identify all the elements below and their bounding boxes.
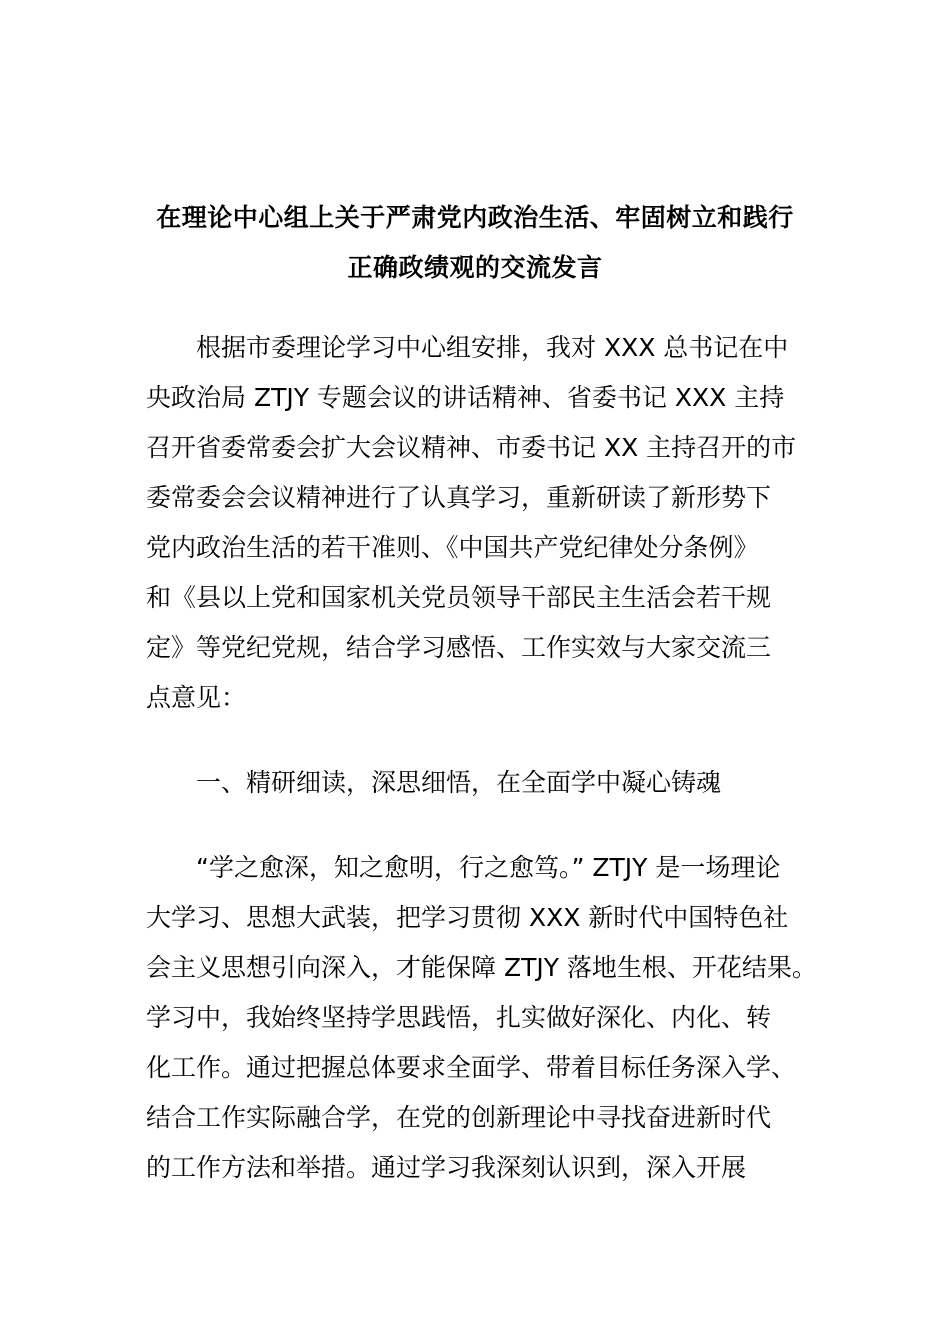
paragraph-line: 党内政治生活的若干准则、《中国共产党纪律处分条例》: [146, 533, 759, 562]
paragraph-line: 的工作方法和举措。通过学习我深刻认识到，深入开展: [146, 1153, 747, 1182]
paragraph-line: 根据市委理论学习中心组安排，我对 XXX 总书记在中: [196, 333, 789, 362]
paragraph-line: 央政治局 ZTJY 专题会议的讲话精神、省委书记 XXX 主持: [146, 383, 785, 412]
paragraph-line: 化工作。通过把握总体要求全面学、带着目标任务深入学、: [146, 1053, 797, 1082]
section-heading-1: 一、精研细读，深思细悟，在全面学中凝心铸魂: [196, 768, 722, 797]
paragraph-line: 结合工作实际融合学，在党的创新理论中寻找奋进新时代: [146, 1103, 772, 1132]
paragraph-line: 会主义思想引向深入，才能保障 ZTJY 落地生根、开花结果。: [146, 953, 817, 982]
paragraph-line: 委常委会会议精神进行了认真学习，重新研读了新形势下: [146, 483, 772, 512]
paragraph-line: 定》等党纪党规，结合学习感悟、工作实效与大家交流三: [146, 633, 772, 662]
paragraph-line: 学习中，我始终坚持学思践悟，扎实做好深化、内化、转: [146, 1003, 772, 1032]
paragraph-line: “学之愈深，知之愈明，行之愈笃。” ZTJY 是一场理论: [196, 853, 781, 882]
paragraph-line: 召开省委常委会扩大会议精神、市委书记 XX 主持召开的市: [146, 433, 797, 462]
paragraph-line: 大学习、思想大武装，把学习贯彻 XXX 新时代中国特色社: [146, 903, 789, 932]
title-line-1: 在理论中心组上关于严肃党内政治生活、牢固树立和践行: [156, 203, 794, 232]
title-line-2: 正确政绩观的交流发言: [347, 253, 603, 282]
paragraph-line: 和《县以上党和国家机关党员领导干部民主生活会若干规: [146, 583, 772, 612]
paragraph-line: 点意见：: [146, 683, 247, 712]
